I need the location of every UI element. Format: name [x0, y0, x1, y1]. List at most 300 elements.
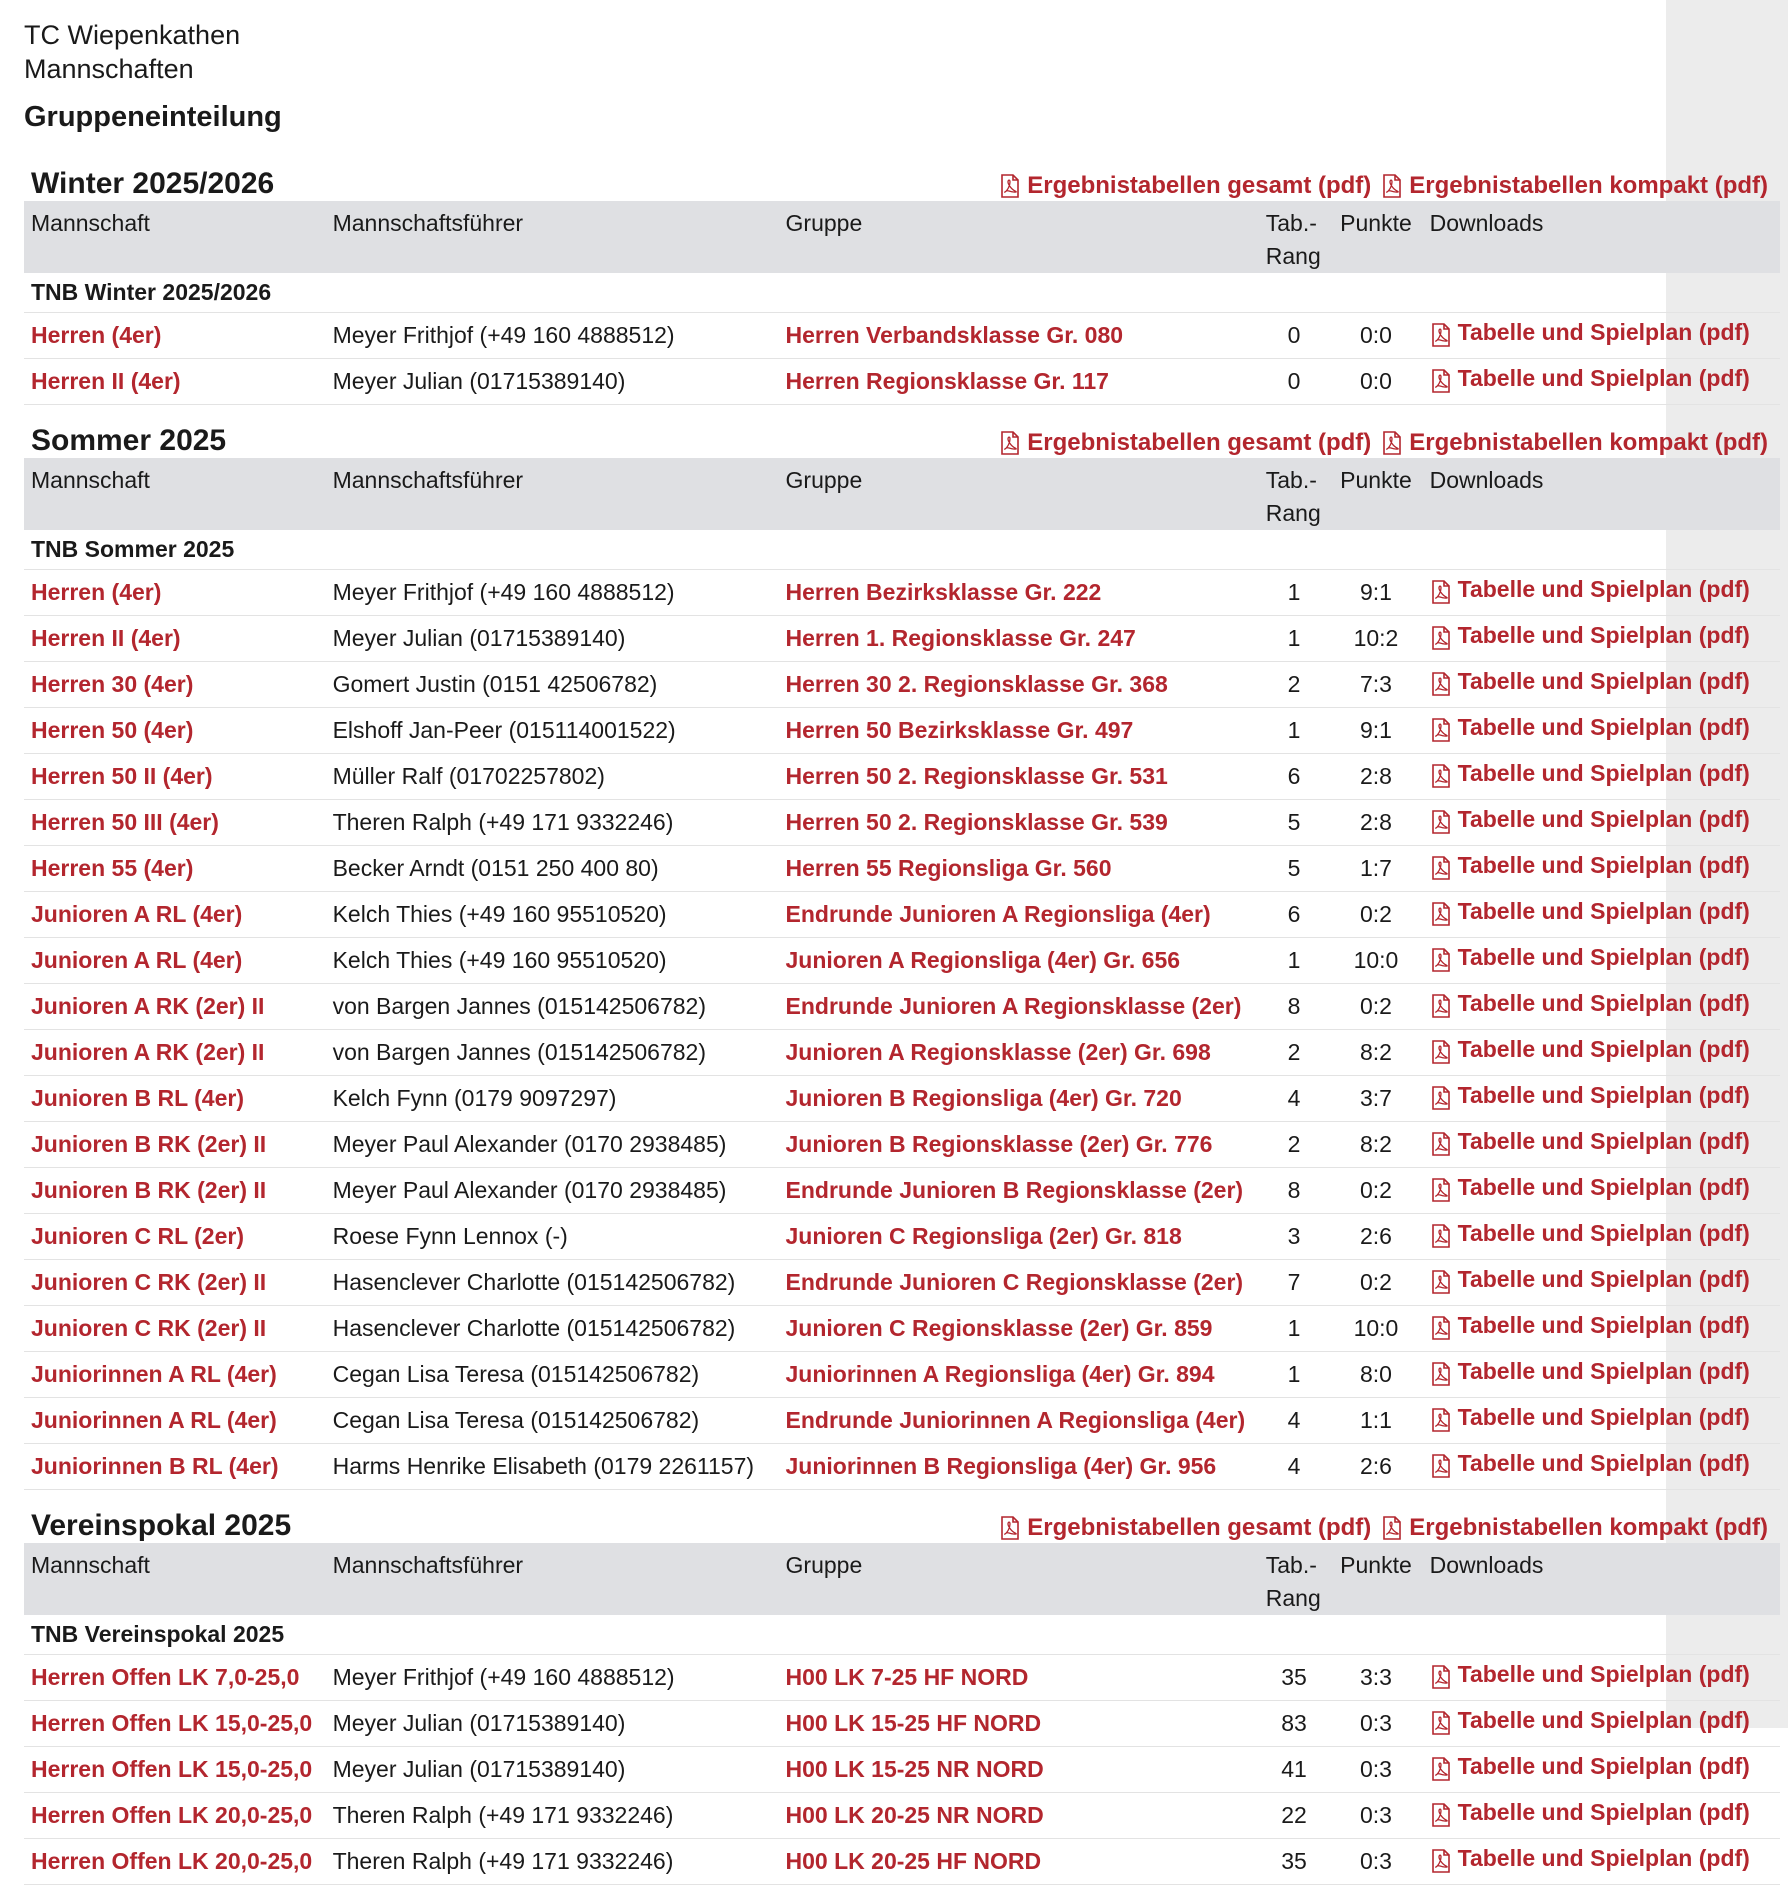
section-links — [999, 428, 1768, 458]
points-cell: 10:0 — [1329, 937, 1422, 983]
rank-cell: 1 — [1259, 615, 1330, 661]
table-schedule-pdf-link[interactable] — [1430, 1260, 1750, 1298]
table-schedule-pdf-link[interactable] — [1430, 846, 1750, 884]
group-link[interactable]: H00 LK 20-25 NR NORD — [779, 1792, 1259, 1838]
group-link[interactable]: Herren Regionsklasse Gr. 117 — [779, 358, 1259, 404]
main-content — [24, 18, 1780, 1885]
rank-cell: 2 — [1259, 661, 1330, 707]
rank-cell: 6 — [1259, 753, 1330, 799]
downloads-cell — [1423, 799, 1780, 845]
club-name: TC Wiepenkathen — [24, 20, 241, 50]
col-group-header: Gruppe — [779, 458, 1259, 530]
table-row — [24, 1213, 1780, 1259]
pdf-icon — [999, 1516, 1021, 1540]
team-link[interactable]: Herren 55 (4er) — [24, 845, 326, 891]
points-cell: 0:2 — [1329, 1259, 1422, 1305]
rank-cell: 4 — [1259, 1397, 1330, 1443]
rank-cell: 5 — [1259, 845, 1330, 891]
table-schedule-pdf-link-label: Tabelle und Spielplan (pdf) — [1457, 1660, 1750, 1687]
table-schedule-pdf-link[interactable] — [1430, 1444, 1750, 1482]
points-cell: 9:1 — [1329, 569, 1422, 615]
pdf-icon — [1430, 1267, 1452, 1291]
downloads-cell — [1423, 569, 1780, 615]
table-schedule-pdf-link-label: Tabelle und Spielplan (pdf) — [1457, 1798, 1750, 1825]
pdf-icon — [1430, 761, 1452, 785]
captain-cell: Kelch Thies (+49 160 95510520) — [326, 937, 779, 983]
rank-cell: 2 — [1259, 1029, 1330, 1075]
table-schedule-pdf-link[interactable] — [1430, 800, 1750, 838]
group-link[interactable]: Endrunde Junioren C Regionsklasse (2er) — [779, 1259, 1259, 1305]
captain-cell: Becker Arndt (0151 250 400 80) — [326, 845, 779, 891]
table-schedule-pdf-link[interactable] — [1430, 1398, 1750, 1436]
captain-cell: Theren Ralph (+49 171 9332246) — [326, 799, 779, 845]
team-link[interactable]: Junioren A RK (2er) II — [24, 983, 326, 1029]
rank-cell: 4 — [1259, 1075, 1330, 1121]
section-title: Sommer 2025 — [31, 423, 227, 457]
group-link[interactable]: Herren 50 2. Regionsklasse Gr. 539 — [779, 799, 1259, 845]
points-cell: 1:7 — [1329, 845, 1422, 891]
col-captain-header: Mannschaftsführer — [326, 1543, 779, 1615]
table-schedule-pdf-link-label: Tabelle und Spielplan (pdf) — [1457, 364, 1750, 391]
team-link[interactable]: Junioren B RK (2er) II — [24, 1167, 326, 1213]
downloads-cell — [1423, 707, 1780, 753]
downloads-cell — [1423, 1792, 1780, 1838]
pdf-icon — [999, 431, 1021, 455]
team-link[interactable]: Junioren C RL (2er) — [24, 1213, 326, 1259]
captain-cell: Meyer Frithjof (+49 160 4888512) — [326, 1654, 779, 1700]
teams-table — [24, 458, 1780, 1490]
table-schedule-pdf-link-label: Tabelle und Spielplan (pdf) — [1457, 805, 1750, 832]
table-schedule-pdf-link[interactable] — [1430, 754, 1750, 792]
captain-cell: Meyer Paul Alexander (0170 2938485) — [326, 1121, 779, 1167]
captain-cell: Theren Ralph (+49 171 9332246) — [326, 1838, 779, 1884]
table-schedule-pdf-link-label: Tabelle und Spielplan (pdf) — [1457, 1081, 1750, 1108]
teams-table — [24, 1543, 1780, 1885]
pdf-icon — [1430, 1662, 1452, 1686]
team-link[interactable]: Junioren A RL (4er) — [24, 937, 326, 983]
captain-cell: Kelch Fynn (0179 9097297) — [326, 1075, 779, 1121]
table-row — [24, 799, 1780, 845]
pdf-icon — [1430, 715, 1452, 739]
table-row — [24, 312, 1780, 358]
points-cell: 10:2 — [1329, 615, 1422, 661]
group-link[interactable]: H00 LK 7-25 HF NORD — [779, 1654, 1259, 1700]
rank-cell: 1 — [1259, 1305, 1330, 1351]
table-header-row — [24, 201, 1780, 273]
results-overall-link[interactable] — [999, 1513, 1371, 1543]
captain-cell: Elshoff Jan-Peer (015114001522) — [326, 707, 779, 753]
col-points-header: Punkte — [1329, 458, 1422, 530]
table-row — [24, 983, 1780, 1029]
results-compact-link[interactable] — [1381, 171, 1768, 201]
results-compact-link-label: Ergebnistabellen kompakt (pdf) — [1409, 1513, 1768, 1541]
table-schedule-pdf-link[interactable] — [1430, 1747, 1750, 1785]
group-link[interactable]: Juniorinnen B Regionsliga (4er) Gr. 956 — [779, 1443, 1259, 1489]
section-header — [24, 424, 1780, 458]
team-link[interactable]: Herren (4er) — [24, 312, 326, 358]
table-schedule-pdf-link[interactable] — [1430, 1076, 1750, 1114]
points-cell: 3:3 — [1329, 1654, 1422, 1700]
table-schedule-pdf-link[interactable] — [1430, 1168, 1750, 1206]
pdf-icon — [1430, 1313, 1452, 1337]
team-link[interactable]: Herren 50 II (4er) — [24, 753, 326, 799]
downloads-cell — [1423, 1305, 1780, 1351]
table-schedule-pdf-link[interactable] — [1430, 1122, 1750, 1160]
table-schedule-pdf-link-label: Tabelle und Spielplan (pdf) — [1457, 851, 1750, 878]
pdf-icon — [1430, 577, 1452, 601]
league-row — [24, 273, 1780, 312]
table-schedule-pdf-link-label: Tabelle und Spielplan (pdf) — [1457, 1127, 1750, 1154]
table-row — [24, 891, 1780, 937]
pdf-icon — [1430, 1175, 1452, 1199]
col-group-header: Gruppe — [779, 201, 1259, 273]
results-overall-link-label: Ergebnistabellen gesamt (pdf) — [1027, 172, 1372, 199]
pdf-icon — [1430, 1451, 1452, 1475]
downloads-cell — [1423, 1654, 1780, 1700]
league-row — [24, 530, 1780, 569]
col-group-header: Gruppe — [779, 1543, 1259, 1615]
downloads-cell — [1423, 312, 1780, 358]
table-schedule-pdf-link[interactable] — [1430, 570, 1750, 608]
table-schedule-pdf-link-label: Tabelle und Spielplan (pdf) — [1457, 1403, 1750, 1430]
table-schedule-pdf-link[interactable] — [1430, 359, 1750, 397]
table-schedule-pdf-link[interactable] — [1430, 1701, 1750, 1739]
table-row — [24, 1029, 1780, 1075]
group-link[interactable]: Herren 50 2. Regionsklasse Gr. 531 — [779, 753, 1259, 799]
team-link[interactable]: Herren II (4er) — [24, 358, 326, 404]
pdf-icon — [999, 174, 1021, 198]
team-link[interactable]: Junioren A RK (2er) II — [24, 1029, 326, 1075]
team-link[interactable]: Junioren C RK (2er) II — [24, 1259, 326, 1305]
pdf-icon — [1430, 320, 1452, 344]
table-schedule-pdf-link[interactable] — [1430, 1839, 1750, 1877]
league-name: TNB Sommer 2025 — [24, 530, 1780, 569]
results-compact-link-label: Ergebnistabellen kompakt (pdf) — [1409, 172, 1768, 199]
table-schedule-pdf-link-label: Tabelle und Spielplan (pdf) — [1457, 1706, 1750, 1733]
pdf-icon — [1430, 1037, 1452, 1061]
table-schedule-pdf-link[interactable] — [1430, 1793, 1750, 1831]
rank-cell: 1 — [1259, 707, 1330, 753]
captain-cell: Meyer Julian (01715389140) — [326, 358, 779, 404]
downloads-cell — [1423, 983, 1780, 1029]
rank-cell: 8 — [1259, 1167, 1330, 1213]
points-cell: 1:1 — [1329, 1397, 1422, 1443]
section-header — [24, 167, 1780, 201]
team-link[interactable]: Herren 50 (4er) — [24, 707, 326, 753]
col-rank-header: Tab.- Rang — [1259, 458, 1330, 530]
downloads-cell — [1423, 891, 1780, 937]
table-schedule-pdf-link-label: Tabelle und Spielplan (pdf) — [1457, 318, 1750, 345]
col-points-header: Punkte — [1329, 1543, 1422, 1615]
group-link[interactable]: Herren 55 Regionsliga Gr. 560 — [779, 845, 1259, 891]
rank-cell: 35 — [1259, 1654, 1330, 1700]
pdf-icon — [1430, 1405, 1452, 1429]
captain-cell: Hasenclever Charlotte (015142506782) — [326, 1259, 779, 1305]
team-link[interactable]: Herren Offen LK 15,0-25,0 — [24, 1746, 326, 1792]
league-name: TNB Vereinspokal 2025 — [24, 1615, 1780, 1654]
captain-cell: Cegan Lisa Teresa (015142506782) — [326, 1397, 779, 1443]
table-schedule-pdf-link[interactable] — [1430, 892, 1750, 930]
table-schedule-pdf-link[interactable] — [1430, 1352, 1750, 1390]
downloads-cell — [1423, 1121, 1780, 1167]
points-cell: 0:2 — [1329, 891, 1422, 937]
group-link[interactable]: Junioren C Regionsliga (2er) Gr. 818 — [779, 1213, 1259, 1259]
table-schedule-pdf-link-label: Tabelle und Spielplan (pdf) — [1457, 897, 1750, 924]
group-link[interactable]: Junioren A Regionsliga (4er) Gr. 656 — [779, 937, 1259, 983]
pdf-icon — [1430, 623, 1452, 647]
table-schedule-pdf-link-label: Tabelle und Spielplan (pdf) — [1457, 1219, 1750, 1246]
pdf-icon — [1430, 669, 1452, 693]
table-row — [24, 1838, 1780, 1884]
table-row — [24, 1305, 1780, 1351]
group-link[interactable]: Endrunde Juniorinnen A Regionsliga (4er) — [779, 1397, 1259, 1443]
table-row — [24, 1351, 1780, 1397]
rank-cell: 8 — [1259, 983, 1330, 1029]
table-row — [24, 615, 1780, 661]
points-cell: 2:8 — [1329, 753, 1422, 799]
team-link[interactable]: Junioren B RK (2er) II — [24, 1121, 326, 1167]
col-points-header: Punkte — [1329, 201, 1422, 273]
table-header-row — [24, 458, 1780, 530]
downloads-cell — [1423, 1700, 1780, 1746]
results-overall-link-label: Ergebnistabellen gesamt (pdf) — [1027, 1513, 1372, 1541]
points-cell: 0:3 — [1329, 1838, 1422, 1884]
points-cell: 10:0 — [1329, 1305, 1422, 1351]
table-row — [24, 1654, 1780, 1700]
captain-cell: von Bargen Jannes (015142506782) — [326, 1029, 779, 1075]
pdf-icon — [1430, 1846, 1452, 1870]
table-row — [24, 661, 1780, 707]
team-link[interactable]: Herren Offen LK 7,0-25,0 — [24, 1654, 326, 1700]
points-cell: 0:3 — [1329, 1700, 1422, 1746]
table-schedule-pdf-link-label: Tabelle und Spielplan (pdf) — [1457, 1449, 1750, 1476]
group-link[interactable]: H00 LK 20-25 HF NORD — [779, 1838, 1259, 1884]
table-schedule-pdf-link[interactable] — [1430, 313, 1750, 351]
table-schedule-pdf-link-label: Tabelle und Spielplan (pdf) — [1457, 1357, 1750, 1384]
table-row — [24, 1167, 1780, 1213]
results-overall-link[interactable] — [999, 428, 1371, 458]
table-schedule-pdf-link-label: Tabelle und Spielplan (pdf) — [1457, 1844, 1750, 1871]
table-row — [24, 1259, 1780, 1305]
group-link[interactable]: Herren 50 Bezirksklasse Gr. 497 — [779, 707, 1259, 753]
table-schedule-pdf-link[interactable] — [1430, 1306, 1750, 1344]
captain-cell: von Bargen Jannes (015142506782) — [326, 983, 779, 1029]
table-row — [24, 937, 1780, 983]
team-link[interactable]: Herren 50 III (4er) — [24, 799, 326, 845]
table-row — [24, 1397, 1780, 1443]
section-links — [999, 171, 1768, 201]
group-link[interactable]: Junioren A Regionsklasse (2er) Gr. 698 — [779, 1029, 1259, 1075]
team-link[interactable]: Juniorinnen A RL (4er) — [24, 1351, 326, 1397]
team-link[interactable]: Junioren A RL (4er) — [24, 891, 326, 937]
table-schedule-pdf-link[interactable] — [1430, 708, 1750, 746]
table-schedule-pdf-link[interactable] — [1430, 1214, 1750, 1252]
col-team-header: Mannschaft — [24, 201, 326, 273]
rank-cell: 1 — [1259, 569, 1330, 615]
group-link[interactable]: H00 LK 15-25 NR NORD — [779, 1746, 1259, 1792]
season-section — [24, 167, 1780, 405]
team-link[interactable]: Herren (4er) — [24, 569, 326, 615]
team-link[interactable]: Juniorinnen B RL (4er) — [24, 1443, 326, 1489]
captain-cell: Meyer Frithjof (+49 160 4888512) — [326, 569, 779, 615]
rank-cell: 22 — [1259, 1792, 1330, 1838]
table-row — [24, 1792, 1780, 1838]
captain-cell: Meyer Julian (01715389140) — [326, 1746, 779, 1792]
teams-table — [24, 201, 1780, 405]
rank-cell: 1 — [1259, 1351, 1330, 1397]
pdf-icon — [1430, 1359, 1452, 1383]
table-row — [24, 1121, 1780, 1167]
pdf-icon — [1430, 1083, 1452, 1107]
page-title: Gruppeneinteilung — [24, 101, 282, 133]
group-link[interactable]: Herren Bezirksklasse Gr. 222 — [779, 569, 1259, 615]
rank-cell: 6 — [1259, 891, 1330, 937]
downloads-cell — [1423, 1213, 1780, 1259]
group-link[interactable]: Endrunde Junioren A Regionsklasse (2er) — [779, 983, 1259, 1029]
results-compact-link[interactable] — [1381, 1513, 1768, 1543]
points-cell: 0:3 — [1329, 1792, 1422, 1838]
rank-cell: 0 — [1259, 358, 1330, 404]
table-schedule-pdf-link[interactable] — [1430, 616, 1750, 654]
results-overall-link-label: Ergebnistabellen gesamt (pdf) — [1027, 428, 1372, 456]
downloads-cell — [1423, 1029, 1780, 1075]
table-schedule-pdf-link-label: Tabelle und Spielplan (pdf) — [1457, 759, 1750, 786]
pdf-icon — [1430, 1221, 1452, 1245]
team-link[interactable]: Herren Offen LK 20,0-25,0 — [24, 1792, 326, 1838]
group-link[interactable]: Junioren C Regionsklasse (2er) Gr. 859 — [779, 1305, 1259, 1351]
table-schedule-pdf-link-label: Tabelle und Spielplan (pdf) — [1457, 943, 1750, 970]
club-subtitle: Mannschaften — [24, 54, 194, 84]
pdf-icon — [1430, 1754, 1452, 1778]
rank-cell: 1 — [1259, 937, 1330, 983]
col-rank-header: Tab.- Rang — [1259, 1543, 1330, 1615]
points-cell: 0:3 — [1329, 1746, 1422, 1792]
group-link[interactable]: Endrunde Junioren B Regionsklasse (2er) — [779, 1167, 1259, 1213]
downloads-cell — [1423, 1443, 1780, 1489]
table-schedule-pdf-link[interactable] — [1430, 662, 1750, 700]
team-link[interactable]: Juniorinnen A RL (4er) — [24, 1397, 326, 1443]
group-link[interactable]: H00 LK 15-25 HF NORD — [779, 1700, 1259, 1746]
pdf-icon — [1430, 807, 1452, 831]
season-section — [24, 405, 1780, 1490]
pdf-icon — [1430, 945, 1452, 969]
downloads-cell — [1423, 1351, 1780, 1397]
league-name: TNB Winter 2025/2026 — [24, 273, 1780, 312]
table-schedule-pdf-link[interactable] — [1430, 1655, 1750, 1693]
table-row — [24, 753, 1780, 799]
downloads-cell — [1423, 1838, 1780, 1884]
rank-cell: 83 — [1259, 1700, 1330, 1746]
team-link[interactable]: Herren Offen LK 15,0-25,0 — [24, 1700, 326, 1746]
results-compact-link-label: Ergebnistabellen kompakt (pdf) — [1409, 428, 1768, 456]
team-link[interactable]: Herren II (4er) — [24, 615, 326, 661]
pdf-icon — [1430, 899, 1452, 923]
section-title: Vereinspokal 2025 — [31, 1508, 292, 1542]
pdf-icon — [1430, 1708, 1452, 1732]
points-cell: 7:3 — [1329, 661, 1422, 707]
rank-cell: 2 — [1259, 1121, 1330, 1167]
rank-cell: 0 — [1259, 312, 1330, 358]
table-schedule-pdf-link-label: Tabelle und Spielplan (pdf) — [1457, 713, 1750, 740]
table-schedule-pdf-link-label: Tabelle und Spielplan (pdf) — [1457, 1173, 1750, 1200]
captain-cell: Meyer Frithjof (+49 160 4888512) — [326, 312, 779, 358]
group-link[interactable]: Herren Verbandsklasse Gr. 080 — [779, 312, 1259, 358]
points-cell: 0:0 — [1329, 358, 1422, 404]
group-link[interactable]: Herren 1. Regionsklasse Gr. 247 — [779, 615, 1259, 661]
table-schedule-pdf-link-label: Tabelle und Spielplan (pdf) — [1457, 667, 1750, 694]
downloads-cell — [1423, 1259, 1780, 1305]
pdf-icon — [1430, 991, 1452, 1015]
captain-cell: Meyer Julian (01715389140) — [326, 615, 779, 661]
group-link[interactable]: Junioren B Regionsklasse (2er) Gr. 776 — [779, 1121, 1259, 1167]
pdf-icon — [1430, 1129, 1452, 1153]
pdf-icon — [1430, 853, 1452, 877]
pdf-icon — [1381, 1516, 1403, 1540]
section-links — [999, 1513, 1768, 1543]
pdf-icon — [1430, 1800, 1452, 1824]
table-row — [24, 358, 1780, 404]
downloads-cell — [1423, 845, 1780, 891]
sections-container — [24, 167, 1780, 1885]
table-schedule-pdf-link[interactable] — [1430, 938, 1750, 976]
group-link[interactable]: Junioren B Regionsliga (4er) Gr. 720 — [779, 1075, 1259, 1121]
team-link[interactable]: Junioren C RK (2er) II — [24, 1305, 326, 1351]
rank-cell: 4 — [1259, 1443, 1330, 1489]
downloads-cell — [1423, 358, 1780, 404]
captain-cell: Gomert Justin (0151 42506782) — [326, 661, 779, 707]
table-schedule-pdf-link[interactable] — [1430, 984, 1750, 1022]
rank-cell: 3 — [1259, 1213, 1330, 1259]
points-cell: 0:2 — [1329, 1167, 1422, 1213]
group-link[interactable]: Juniorinnen A Regionsliga (4er) Gr. 894 — [779, 1351, 1259, 1397]
points-cell: 8:2 — [1329, 1029, 1422, 1075]
table-row — [24, 1443, 1780, 1489]
results-overall-link[interactable] — [999, 171, 1371, 201]
points-cell: 2:6 — [1329, 1213, 1422, 1259]
col-team-header: Mannschaft — [24, 1543, 326, 1615]
table-row — [24, 1075, 1780, 1121]
downloads-cell — [1423, 1075, 1780, 1121]
captain-cell: Müller Ralf (01702257802) — [326, 753, 779, 799]
table-row — [24, 845, 1780, 891]
downloads-cell — [1423, 661, 1780, 707]
table-schedule-pdf-link[interactable] — [1430, 1030, 1750, 1068]
group-link[interactable]: Herren 30 2. Regionsklasse Gr. 368 — [779, 661, 1259, 707]
points-cell: 2:6 — [1329, 1443, 1422, 1489]
table-schedule-pdf-link-label: Tabelle und Spielplan (pdf) — [1457, 1752, 1750, 1779]
points-cell: 8:0 — [1329, 1351, 1422, 1397]
team-link[interactable]: Herren 30 (4er) — [24, 661, 326, 707]
table-schedule-pdf-link-label: Tabelle und Spielplan (pdf) — [1457, 621, 1750, 648]
results-compact-link[interactable] — [1381, 428, 1768, 458]
team-link[interactable]: Herren Offen LK 20,0-25,0 — [24, 1838, 326, 1884]
col-captain-header: Mannschaftsführer — [326, 458, 779, 530]
col-team-header: Mannschaft — [24, 458, 326, 530]
captain-cell: Harms Henrike Elisabeth (0179 2261157) — [326, 1443, 779, 1489]
rank-cell: 35 — [1259, 1838, 1330, 1884]
points-cell: 8:2 — [1329, 1121, 1422, 1167]
team-link[interactable]: Junioren B RL (4er) — [24, 1075, 326, 1121]
group-link[interactable]: Endrunde Junioren A Regionsliga (4er) — [779, 891, 1259, 937]
points-cell: 0:0 — [1329, 312, 1422, 358]
downloads-cell — [1423, 615, 1780, 661]
rank-cell: 7 — [1259, 1259, 1330, 1305]
table-schedule-pdf-link-label: Tabelle und Spielplan (pdf) — [1457, 1265, 1750, 1292]
captain-cell: Meyer Julian (01715389140) — [326, 1700, 779, 1746]
table-schedule-pdf-link-label: Tabelle und Spielplan (pdf) — [1457, 1035, 1750, 1062]
captain-cell: Kelch Thies (+49 160 95510520) — [326, 891, 779, 937]
section-header — [24, 1509, 1780, 1543]
